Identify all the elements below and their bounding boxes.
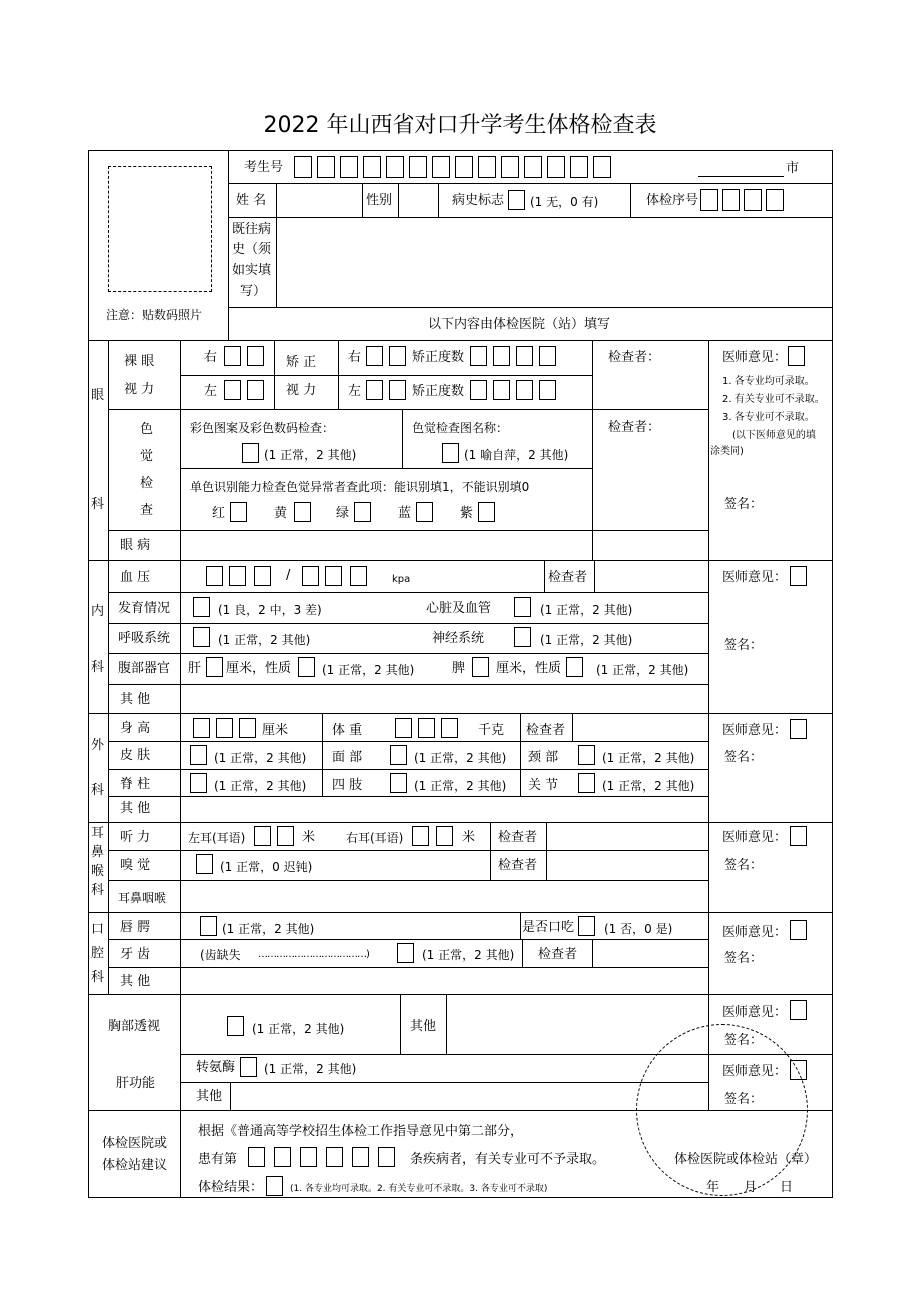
chest-sign-label: 签名： xyxy=(724,1033,764,1048)
past-history-4: 写） xyxy=(240,284,267,299)
chest-box[interactable] xyxy=(227,1016,244,1036)
liver-other-label: 其他 xyxy=(196,1089,223,1104)
spine-box[interactable] xyxy=(190,773,207,793)
surgery-section-1: 外 xyxy=(91,738,105,753)
color-sense-3: 检 xyxy=(140,476,154,491)
advice-label-2: 体检站建议 xyxy=(102,1158,168,1173)
teeth-box[interactable] xyxy=(397,943,414,963)
history-flag-box[interactable] xyxy=(508,190,525,210)
color-green-label: 绿 xyxy=(336,506,350,521)
corrected-left-box1[interactable] xyxy=(366,380,383,400)
liver-sign-label: 签名： xyxy=(724,1092,764,1107)
nerve-opts: (1 正常，2 其他) xyxy=(540,633,633,647)
internal-other-label: 其 他 xyxy=(120,692,151,707)
right-ear-label: 右耳(耳语) xyxy=(346,831,404,845)
color-sense-4: 查 xyxy=(140,503,154,518)
weight-unit: 千克 xyxy=(478,723,505,738)
photo-placeholder[interactable] xyxy=(108,166,212,292)
color-red-box[interactable] xyxy=(230,502,247,522)
internal-section-2: 科 xyxy=(91,660,105,675)
resp-box[interactable] xyxy=(193,627,210,647)
height-label: 身 高 xyxy=(120,721,151,736)
liver-texture-label: 厘米，性质 xyxy=(226,661,292,676)
face-label: 面 部 xyxy=(332,750,363,765)
abdomen-label: 腹部器官 xyxy=(118,661,171,676)
face-box[interactable] xyxy=(390,745,407,765)
naked-right-label: 右 xyxy=(204,350,218,365)
naked-right-box1[interactable] xyxy=(224,346,241,366)
smell-opts: (1 正常，0 迟钝) xyxy=(220,860,313,874)
corrected-right-label: 右 xyxy=(348,350,362,365)
oral-sign-label: 签名： xyxy=(724,951,764,966)
limbs-box[interactable] xyxy=(390,773,407,793)
chest-label: 胸部透视 xyxy=(108,1019,161,1034)
joint-label: 关 节 xyxy=(528,778,559,793)
opinion-note-3: 3. 各专业可不录取。 xyxy=(722,412,815,423)
teeth-missing-blank[interactable]: ………………………………) xyxy=(258,949,369,960)
year-label: 年 xyxy=(706,1180,720,1195)
surgery-sign-label: 签名： xyxy=(724,750,764,765)
bp-label: 血 压 xyxy=(120,570,151,585)
spleen-texture-label: 厘米，性质 xyxy=(496,661,562,676)
color-chart-opts: (1 喻自萍，2 其他) xyxy=(464,448,569,462)
surgery-doctor-opinion-box[interactable] xyxy=(790,719,807,739)
stutter-opts: (1 否，0 是) xyxy=(604,922,673,936)
past-history-2: 史（须 xyxy=(232,242,272,257)
gender-label: 性别 xyxy=(366,193,393,208)
color-sense-1: 色 xyxy=(140,422,154,437)
internal-doctor-opinion-box[interactable] xyxy=(790,566,807,586)
color-pattern-label: 彩色图案及彩色数码检查： xyxy=(190,421,335,435)
day-label: 日 xyxy=(780,1180,794,1195)
color-sense-2: 觉 xyxy=(140,449,154,464)
color-purple-box[interactable] xyxy=(478,502,495,522)
height-unit: 厘米 xyxy=(262,723,289,738)
right-ear-box2[interactable] xyxy=(436,826,453,846)
neck-box[interactable] xyxy=(578,745,595,765)
exam-no-label: 考生号 xyxy=(244,160,284,175)
liver-size-label: 肝 xyxy=(188,661,202,676)
skin-label: 皮 肤 xyxy=(120,748,151,763)
ent-doctor-opinion-label: 医师意见： xyxy=(722,830,788,845)
color-blue-box[interactable] xyxy=(416,502,433,522)
bp-unit: kpa xyxy=(392,574,411,585)
color-green-box[interactable] xyxy=(354,502,371,522)
color-red-label: 红 xyxy=(212,506,226,521)
hearing-checker-label: 检查者 xyxy=(498,830,538,845)
alt-label: 转氨酶 xyxy=(196,1060,236,1075)
growth-box[interactable] xyxy=(193,597,210,617)
ent-sign-label: 签名： xyxy=(724,858,764,873)
neck-opts: (1 正常，2 其他) xyxy=(602,751,695,765)
lips-box[interactable] xyxy=(200,916,217,936)
naked-left-box2[interactable] xyxy=(247,380,264,400)
exam-seq-label: 体检序号 xyxy=(646,193,699,208)
resp-opts: (1 正常，2 其他) xyxy=(218,633,311,647)
spleen-texture-opts: (1 正常，2 其他) xyxy=(596,663,689,677)
corrected-right-box2[interactable] xyxy=(389,346,406,366)
eye-doctor-opinion-box[interactable] xyxy=(788,346,805,366)
teeth-missing-label: (齿缺失 xyxy=(200,948,241,962)
opinion-note-2: 2. 有关专业可不录取。 xyxy=(722,394,825,405)
ent-section-2: 鼻 xyxy=(91,845,105,860)
spleen-size-box[interactable] xyxy=(472,657,489,677)
spine-label: 脊 柱 xyxy=(120,777,151,792)
color-pattern-box[interactable] xyxy=(242,443,259,463)
stutter-label: 是否口吃 xyxy=(522,920,575,935)
alt-opts: (1 正常，2 其他) xyxy=(264,1062,357,1076)
opinion-note-1: 1. 各专业均可录取。 xyxy=(722,376,815,387)
vision-checker-label: 检查者： xyxy=(608,350,661,365)
corrected-right-box1[interactable] xyxy=(366,346,383,366)
surgery-checker-label: 检查者 xyxy=(526,723,566,738)
limbs-opts: (1 正常，2 其他) xyxy=(414,779,507,793)
single-color-label: 单色识别能力检查色觉异常者查此项：能识别填1，不能识别填0 xyxy=(190,480,530,494)
result-opts: (1. 各专业均可录取。2. 有关专业可不录取。3. 各专业可不录取) xyxy=(290,1184,548,1194)
left-ear-box1[interactable] xyxy=(254,826,271,846)
chest-opts: (1 正常，2 其他) xyxy=(252,1022,345,1036)
liver-texture-box[interactable] xyxy=(298,657,315,677)
past-history-1: 既往病 xyxy=(232,222,272,237)
neck-label: 颈 部 xyxy=(528,750,559,765)
right-ear-unit: 米 xyxy=(462,830,476,845)
naked-vision-2: 视 力 xyxy=(124,382,155,397)
internal-sign-label: 签名： xyxy=(724,638,764,653)
heart-box[interactable] xyxy=(514,597,531,617)
naked-left-label: 左 xyxy=(204,384,218,399)
left-ear-label: 左耳(耳语) xyxy=(188,831,246,845)
weight-label: 体 重 xyxy=(332,723,363,738)
advice-label-1: 体检医院或 xyxy=(102,1136,168,1151)
corrected-left-label: 左 xyxy=(348,384,362,399)
city-label: 市 xyxy=(786,161,800,176)
ent-section-1: 耳 xyxy=(91,826,105,841)
month-label: 月 xyxy=(744,1180,758,1195)
joint-opts: (1 正常，2 其他) xyxy=(602,779,695,793)
stamp-circle xyxy=(636,1024,808,1196)
left-ear-unit: 米 xyxy=(302,830,316,845)
city-blank[interactable] xyxy=(698,176,784,177)
corrected-1: 矫 正 xyxy=(286,355,317,370)
hearing-label: 听 力 xyxy=(120,830,151,845)
internal-section-1: 内 xyxy=(91,604,105,619)
oral-doctor-opinion-box[interactable] xyxy=(790,920,807,940)
surgery-doctor-opinion-label: 医师意见： xyxy=(722,723,788,738)
teeth-label: 牙 齿 xyxy=(120,947,151,962)
left-ear-box2[interactable] xyxy=(277,826,294,846)
internal-checker-label: 检查者 xyxy=(548,570,588,585)
ent-other-label: 耳鼻咽喉 xyxy=(118,891,167,905)
oral-section-3: 科 xyxy=(91,970,105,985)
skin-box[interactable] xyxy=(190,745,207,765)
correction-degree-left-label: 矫正度数 xyxy=(412,384,465,399)
opinion-note-5: 涂类同) xyxy=(710,446,744,457)
photo-note: 注意：贴数码照片 xyxy=(106,308,203,322)
color-blue-label: 蓝 xyxy=(398,506,412,521)
stamp-label: 体检医院或体检站（章） xyxy=(674,1152,818,1167)
nerve-box[interactable] xyxy=(514,627,531,647)
eye-sign-label: 签名： xyxy=(724,497,764,512)
advice-suffer-label: 患有第 xyxy=(198,1152,238,1167)
eye-disease-label: 眼 病 xyxy=(120,538,151,553)
color-chart-label: 色觉检查图名称： xyxy=(412,421,509,435)
spleen-size-label: 脾 xyxy=(452,661,466,676)
teeth-opts: (1 正常，2 其他) xyxy=(422,948,515,962)
growth-opts: (1 良，2 中，3 差) xyxy=(218,603,322,617)
oral-checker-label: 检查者 xyxy=(538,947,578,962)
surgery-section-2: 科 xyxy=(91,783,105,798)
heart-label: 心脏及血管 xyxy=(426,601,492,616)
advice-tail: 条疾病者，有关专业可不予录取。 xyxy=(410,1152,606,1167)
liver-doctor-opinion-label: 医师意见： xyxy=(722,1064,788,1079)
corrected-2: 视 力 xyxy=(286,383,317,398)
face-opts: (1 正常，2 其他) xyxy=(414,751,507,765)
spleen-texture-box[interactable] xyxy=(566,657,583,677)
liver-size-box[interactable] xyxy=(206,657,223,677)
eye-section-1: 眼 xyxy=(91,388,105,403)
skin-opts: (1 正常，2 其他) xyxy=(214,751,307,765)
liver-texture-opts: (1 正常，2 其他) xyxy=(322,663,415,677)
hospital-fill-note: 以下内容由体检医院（站）填写 xyxy=(428,317,611,332)
spine-opts: (1 正常，2 其他) xyxy=(214,779,307,793)
ent-section-3: 喉 xyxy=(91,864,105,879)
chest-other-label: 其他 xyxy=(410,1019,437,1034)
chest-doctor-opinion-box[interactable] xyxy=(790,1000,807,1020)
result-box[interactable] xyxy=(266,1176,283,1196)
oral-section-1: 口 xyxy=(91,922,105,937)
bp-slash: / xyxy=(286,568,291,583)
surgery-other-label: 其 他 xyxy=(120,801,151,816)
ent-section-4: 科 xyxy=(91,883,105,898)
eye-doctor-opinion-label: 医师意见： xyxy=(722,350,788,365)
advice-line1: 根据《普通高等学校招生体检工作指导意见中第二部分， xyxy=(198,1124,524,1139)
ent-doctor-opinion-box[interactable] xyxy=(790,826,807,846)
correction-degree-right-label: 矫正度数 xyxy=(412,350,465,365)
internal-doctor-opinion-label: 医师意见： xyxy=(722,570,788,585)
lips-label: 唇 腭 xyxy=(120,920,151,935)
color-checker-label: 检查者： xyxy=(608,420,661,435)
past-history-3: 如实填 xyxy=(232,263,272,278)
nerve-label: 神经系统 xyxy=(432,631,485,646)
result-label: 体检结果： xyxy=(198,1180,264,1195)
opinion-note-4: (以下医师意见的填 xyxy=(732,430,816,441)
oral-other-label: 其 他 xyxy=(120,974,151,989)
alt-box[interactable] xyxy=(240,1057,257,1077)
color-yellow-box[interactable] xyxy=(294,502,311,522)
page-title: 2022 年山西省对口升学考生体格检查表 xyxy=(263,113,657,138)
chest-doctor-opinion-label: 医师意见： xyxy=(722,1005,788,1020)
stutter-box[interactable] xyxy=(578,916,595,936)
smell-box[interactable] xyxy=(196,854,213,874)
lips-opts: (1 正常，2 其他) xyxy=(222,922,315,936)
corrected-left-box2[interactable] xyxy=(389,380,406,400)
name-label: 姓 名 xyxy=(236,193,267,208)
history-flag-opts: (1 无，0 有) xyxy=(530,195,599,209)
oral-section-2: 腔 xyxy=(91,946,105,961)
smell-label: 嗅 觉 xyxy=(120,858,151,873)
color-purple-label: 紫 xyxy=(460,506,474,521)
limbs-label: 四 肢 xyxy=(332,778,363,793)
smell-checker-label: 检查者 xyxy=(498,858,538,873)
naked-vision-1: 裸 眼 xyxy=(124,354,155,369)
color-pattern-opts: (1 正常，2 其他) xyxy=(264,448,357,462)
naked-left-box1[interactable] xyxy=(224,380,241,400)
heart-opts: (1 正常，2 其他) xyxy=(540,603,633,617)
eye-section-2: 科 xyxy=(91,497,105,512)
liver-function-label: 肝功能 xyxy=(116,1076,156,1091)
oral-doctor-opinion-label: 医师意见： xyxy=(722,925,788,940)
joint-box[interactable] xyxy=(578,773,595,793)
growth-label: 发育情况 xyxy=(118,601,171,616)
right-ear-box1[interactable] xyxy=(412,826,429,846)
history-flag-label: 病史标志 xyxy=(452,193,505,208)
resp-label: 呼吸系统 xyxy=(118,631,171,646)
color-chart-box[interactable] xyxy=(442,443,459,463)
naked-right-box2[interactable] xyxy=(247,346,264,366)
color-yellow-label: 黄 xyxy=(274,506,288,521)
